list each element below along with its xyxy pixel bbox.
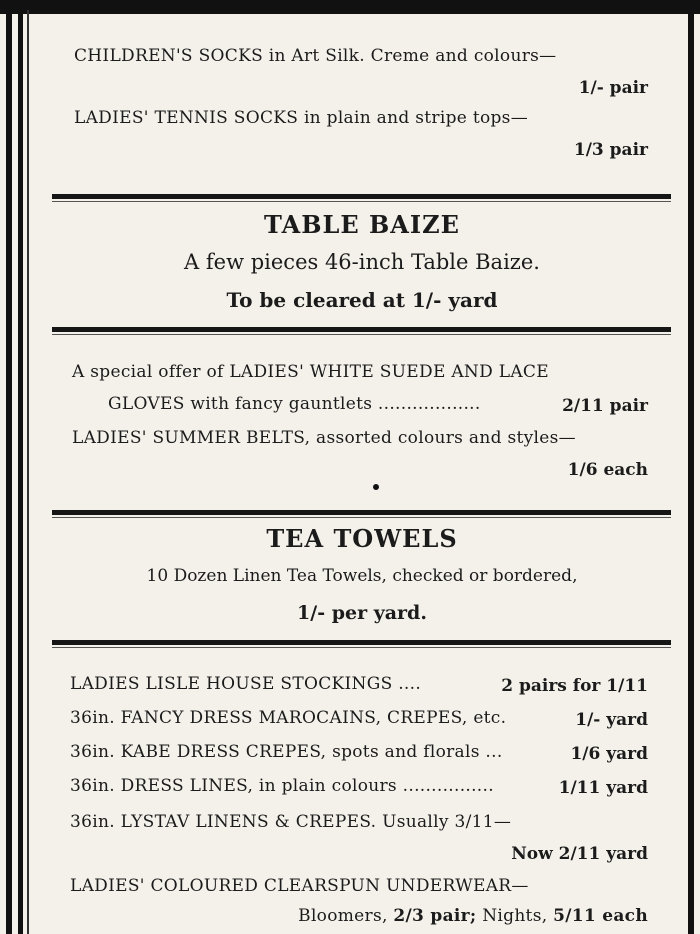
bloomers-label: Bloomers, — [298, 906, 388, 926]
top-border — [0, 0, 700, 14]
nights-price: 5/11 each — [553, 906, 648, 926]
section-divider — [52, 510, 671, 515]
gloves-text-line1: A special offer of LADIES' WHITE SUEDE AND LACE — [72, 362, 549, 382]
section-divider — [52, 640, 671, 645]
tea-towels-line1: 10 Dozen Linen Tea Towels, checked or bordered, — [146, 566, 578, 586]
childrens-socks-text: CHILDREN'S SOCKS in Art Silk. Creme and colours— — [74, 46, 557, 66]
left-border-outer — [6, 10, 12, 934]
kabe-crepes-price: 1/6 yard — [570, 744, 648, 764]
section-divider — [52, 194, 671, 199]
ink-spot — [373, 484, 379, 490]
nights-label: Nights, — [482, 906, 548, 926]
section-divider — [52, 327, 671, 332]
underwear-text: LADIES' COLOURED CLEARSPUN UNDERWEAR— — [70, 876, 529, 896]
lisle-stockings-price: 2 pairs for 1/11 — [501, 676, 648, 696]
table-baize-line1: A few pieces 46-inch Table Baize. — [184, 250, 540, 274]
gloves-text-line2: GLOVES with fancy gauntlets .................. — [108, 394, 481, 414]
lystav-text: 36in. LYSTAV LINENS & CREPES. Usually 3/11— — [70, 812, 512, 832]
dress-lines-text: 36in. DRESS LINES, in plain colours ................ — [70, 776, 494, 796]
marocains-text: 36in. FANCY DRESS MAROCAINS, CREPES, etc. — [70, 708, 507, 728]
right-border — [688, 10, 694, 934]
lystav-price: Now 2/11 yard — [511, 844, 648, 864]
left-border-middle — [18, 10, 23, 934]
gloves-price: 2/11 pair — [562, 396, 648, 416]
tea-towels-heading: TEA TOWELS — [266, 524, 458, 553]
summer-belts-price: 1/6 each — [567, 460, 648, 480]
summer-belts-text: LADIES' SUMMER BELTS, assorted colours and styles— — [72, 428, 576, 448]
kabe-crepes-text: 36in. KABE DRESS CREPES, spots and florals ... — [70, 742, 503, 762]
lisle-stockings-text: LADIES LISLE HOUSE STOCKINGS .... — [70, 674, 422, 694]
bloomers-price: 2/3 pair; — [393, 906, 477, 926]
underwear-prices — [298, 906, 648, 926]
table-baize-heading: TABLE BAIZE — [264, 210, 460, 239]
marocains-price: 1/- yard — [575, 710, 648, 730]
tennis-socks-price: 1/3 pair — [573, 140, 648, 160]
tea-towels-line2: 1/- per yard. — [297, 602, 427, 624]
dress-lines-price: 1/11 yard — [558, 778, 648, 798]
childrens-socks-price: 1/- pair — [578, 78, 648, 98]
tennis-socks-text: LADIES' TENNIS SOCKS in plain and stripe tops— — [74, 108, 528, 128]
table-baize-line2: To be cleared at 1/- yard — [226, 288, 498, 312]
left-border-inner — [27, 10, 29, 934]
